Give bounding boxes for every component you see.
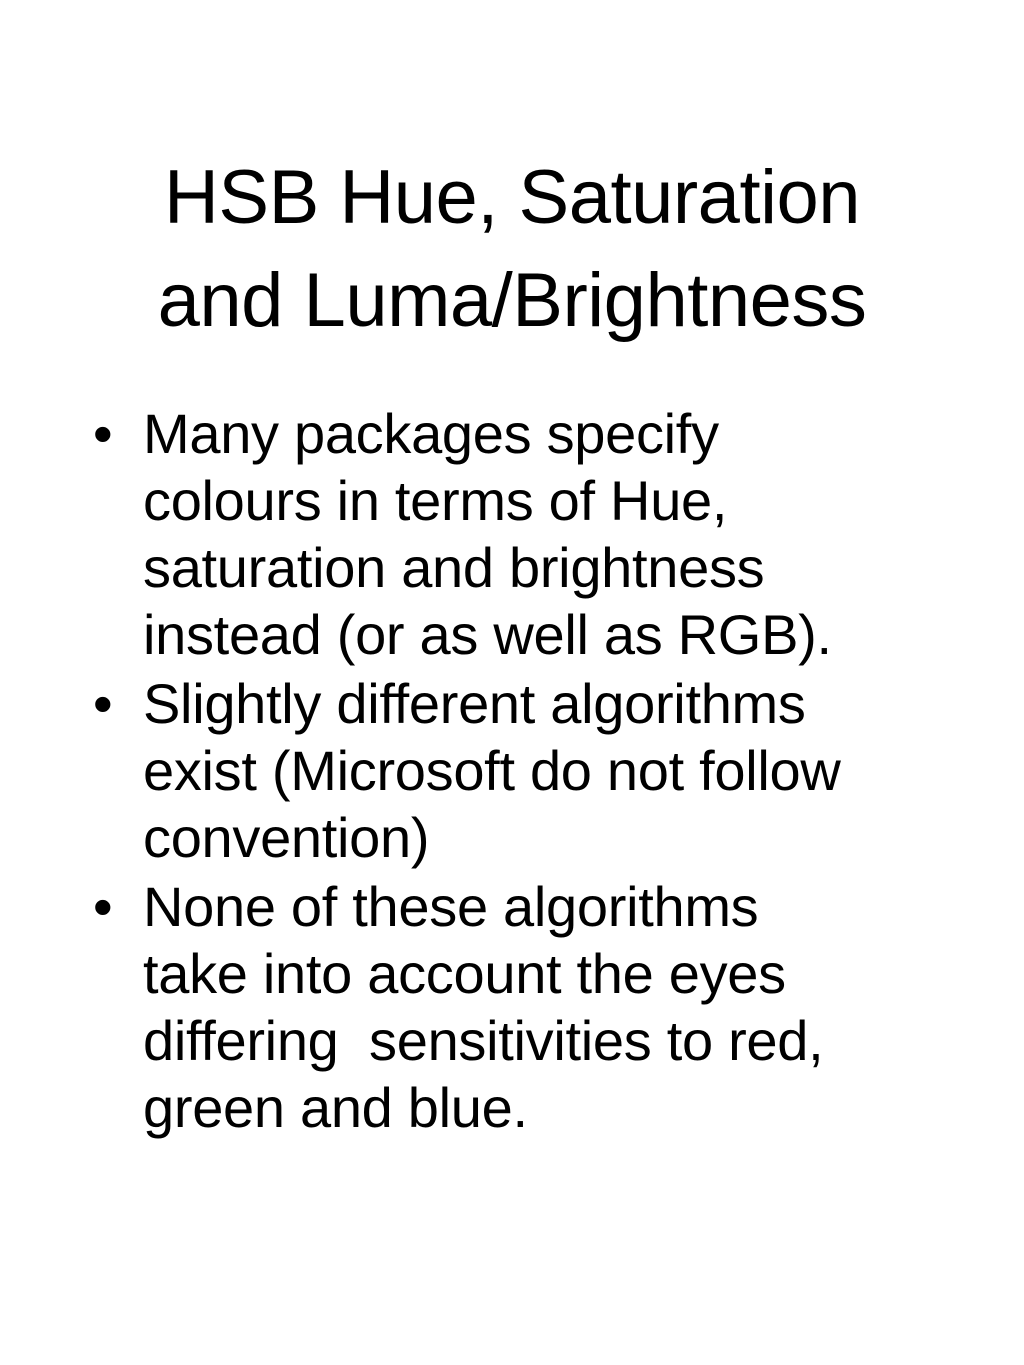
slide-title-line: HSB Hue, Saturation [164,155,860,240]
bullet-text-line: exist (Microsoft do not follow [143,739,841,802]
slide-title-line: and Luma/Brightness [157,258,867,343]
bullet-text-line: saturation and brightness [143,536,765,599]
bullet-item [0,873,1024,1141]
bullet-icon: • [93,402,113,465]
bullet-text-line: Many packages specify [143,402,719,465]
bullet-text-line: colours in terms of Hue, [143,469,728,532]
bullet-text-line: green and blue. [143,1076,528,1139]
bullet-text-line: differing sensitivities to red, [143,1009,824,1072]
bullet-item [0,670,1024,871]
bullet-list [0,400,1024,1143]
bullet-text-line: instead (or as well as RGB). [143,603,832,666]
bullet-item [0,400,1024,668]
bullet-icon: • [93,875,113,938]
bullet-text-line: take into account the eyes [143,942,786,1005]
bullet-icon: • [93,672,113,735]
bullet-text-line: Slightly different algorithms [143,672,806,735]
bullet-text-line: None of these algorithms [143,875,759,938]
bullet-text-line: convention) [143,806,430,869]
slide-title [40,146,984,352]
